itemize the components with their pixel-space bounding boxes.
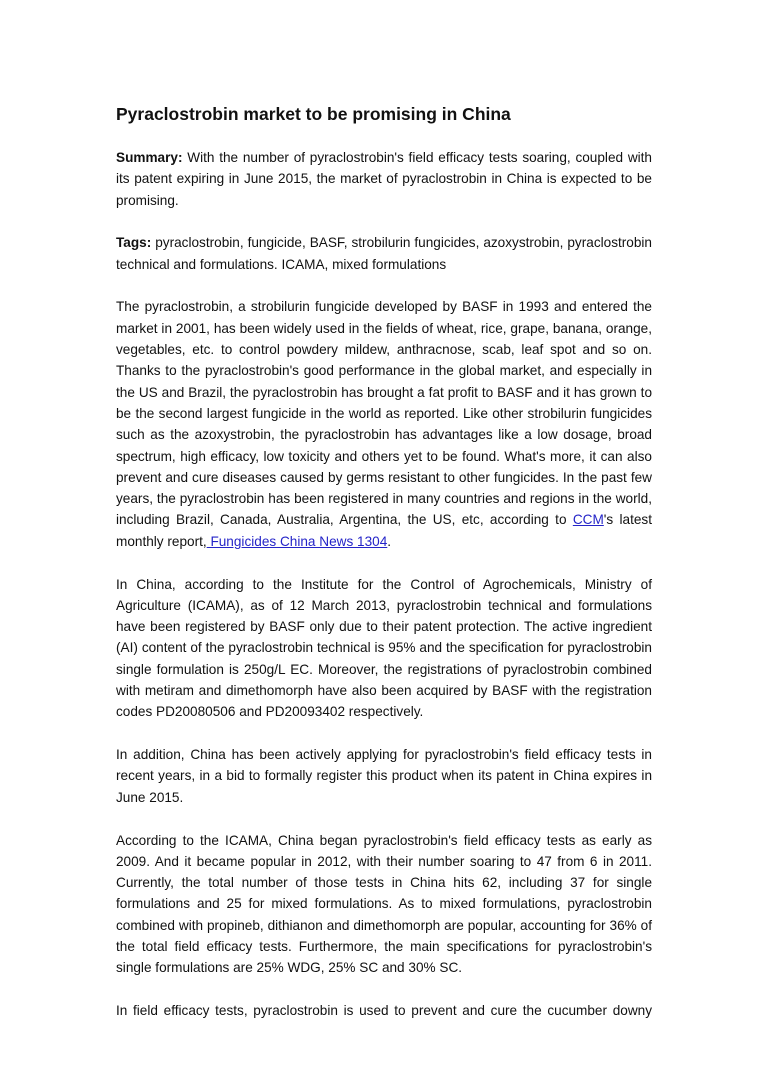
- fungicides-china-news-link[interactable]: Fungicides China News 1304: [206, 533, 388, 549]
- ccm-link[interactable]: CCM: [572, 512, 604, 528]
- body-paragraph-2: In China, according to the Institute for the Control of Agrochemicals, Ministry of Agriculture (ICAMA), as of 12 March 2013, pyraclostrobin technical and formulations have been registered by BASF only due to their patent protection. The active ingredient (AI) content of the pyraclostrobin technical is 95% and the specification for pyraclostrobin single formulation is 250g/L EC. Moreover, the registrations of pyraclostrobin combined with metiram and dimethomorph have also been acquired by BASF with the registration codes PD20080506 and PD20093402 respectively.: [116, 576, 652, 720]
- paragraph-1-middle: 's latest monthly report,: [116, 512, 652, 549]
- body-paragraph-1: [116, 296, 652, 552]
- summary-text: With the number of pyraclostrobin's field efficacy tests soaring, coupled with its patent expiring in June 2015, the market of pyraclostrobin in China is expected to be promising.: [116, 150, 652, 208]
- document-page: [116, 101, 652, 1043]
- summary-paragraph: [116, 147, 652, 211]
- body-paragraph-4: According to the ICAMA, China began pyraclostrobin's field efficacy tests as early as 2009. And it became popular in 2012, with their number soaring to 47 from 6 in 2011. Currently, the total number of those tests in China hits 62, including 37 for single formulations and 25 for mixed formulations. As to mixed formulations, pyraclostrobin combined with propineb, dithianon and dimethomorph are popular, accounting for 36% of the total field efficacy tests. Furthermore, the main specifications for pyraclostrobin's single formulations are 25% WDG, 25% SC and 30% SC.: [116, 832, 652, 976]
- tags-paragraph: [116, 232, 652, 275]
- tags-text: pyraclostrobin, fungicide, BASF, strobilurin fungicides, azoxystrobin, pyraclostrobin technical and formulations. ICAMA, mixed formulations: [116, 235, 652, 272]
- article-title: Pyraclostrobin market to be promising in China: [116, 104, 511, 124]
- summary-label: Summary:: [116, 150, 183, 165]
- tags-label: Tags:: [116, 235, 152, 251]
- body-paragraph-3: In addition, China has been actively applying for pyraclostrobin's field efficacy tests in recent years, in a bid to formally register this product when its patent in China expires in June 2015.: [116, 747, 652, 805]
- paragraph-1-text: The pyraclostrobin, a strobilurin fungicide developed by BASF in 1993 and entered the market in 2001, has been widely used in the fields of wheat, rice, grape, banana, orange, vegetables, etc. to control powdery mildew, anthracnose, scab, leaf spot and so on. Thanks to the pyraclostrobin's good performance in the global market, and especially in the US and Brazil, the pyraclostrobin has brought a fat profit to BASF and it has grown to be the second largest fungicide in the world as reported. Like other strobilurin fungicides such as the azoxystrobin, the pyraclostrobin has advantages like a low dosage, broad spectrum, high efficacy, low toxicity and others yet to be found. What's more, it can also prevent and cure diseases caused by germs resistant to other fungicides. In the past few years, the pyraclostrobin has been registered in many countries and regions in the world, including Brazil, Canada, Australia, Argentina, the US, etc, according to: [116, 299, 652, 528]
- paragraph-1-end: .: [387, 533, 392, 549]
- body-paragraph-5: In field efficacy tests, pyraclostrobin is used to prevent and cure the cucumber downy: [116, 1003, 652, 1019]
